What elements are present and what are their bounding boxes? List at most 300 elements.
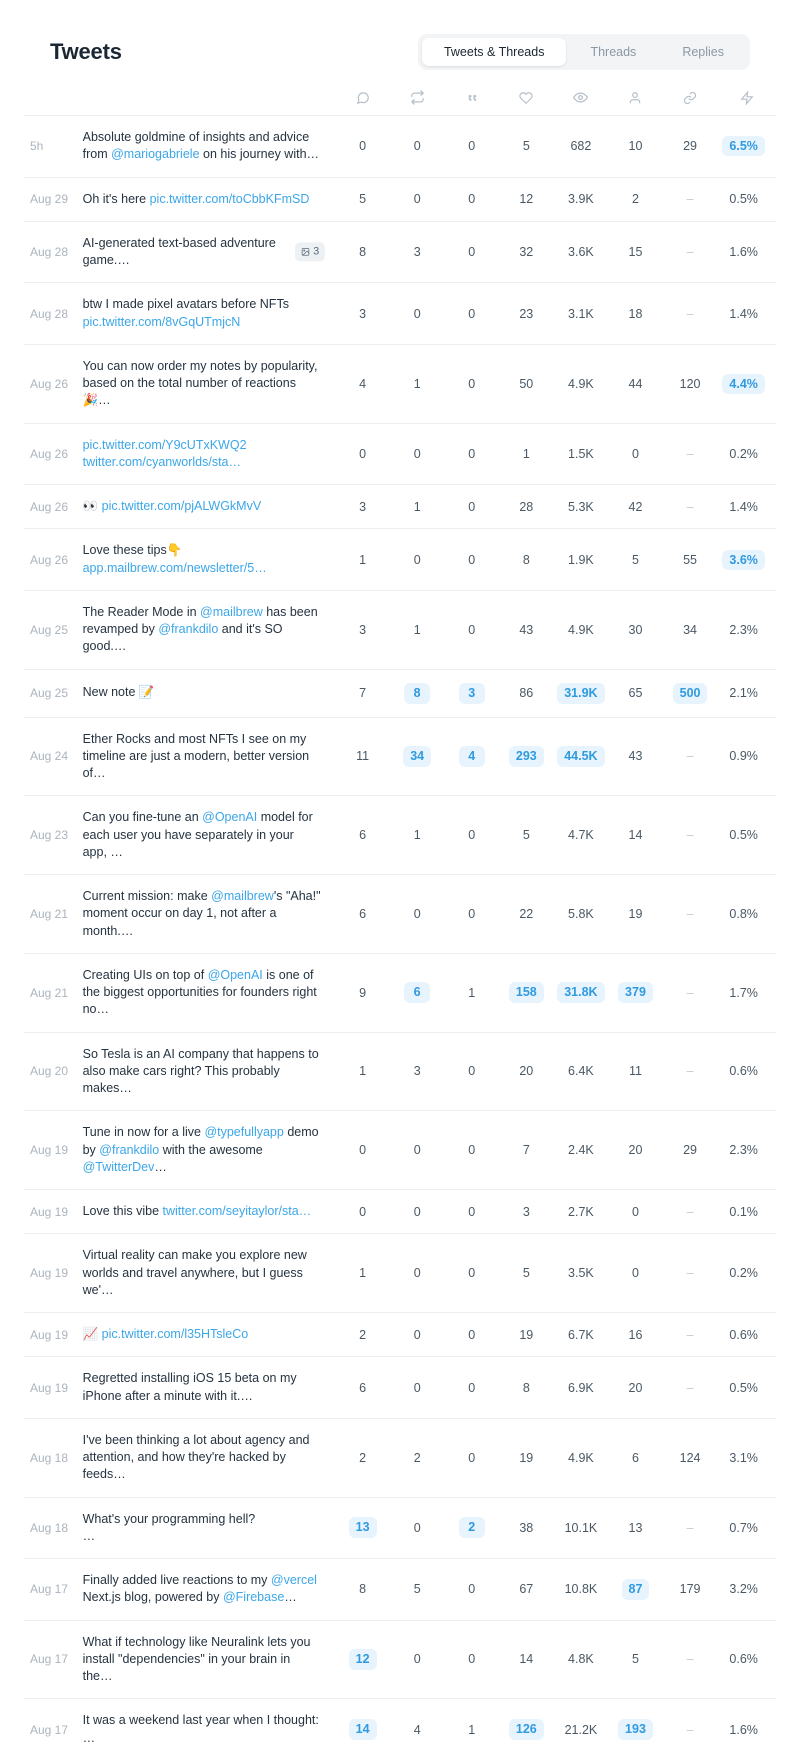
cell-link-clicks [663, 796, 718, 875]
cell-replies [335, 1497, 390, 1559]
cell-impressions: 1.9K [568, 552, 594, 567]
cell-engagement-rate: 0.5% [729, 1380, 758, 1395]
retweets-highlight: 8 [404, 683, 430, 704]
row-tweet-text[interactable] [83, 177, 336, 221]
row-tweet-text[interactable] [83, 717, 336, 796]
cell-replies: 7 [359, 686, 367, 700]
cell-likes: 38 [519, 1520, 534, 1535]
cell-profile-clicks: 19 [628, 906, 643, 921]
url-link[interactable]: twitter.com/seyitaylor/sta… [162, 1204, 312, 1218]
cell-retweets: 0 [413, 139, 421, 154]
cell-quotes [444, 717, 499, 796]
row-tweet-text[interactable] [83, 1357, 336, 1419]
page-title: Tweets [50, 39, 122, 64]
table-row[interactable] [24, 1497, 776, 1559]
tweet-text-segment: Love these tips👇 [82, 543, 183, 558]
tab-tweets-and-threads[interactable]: Tweets & Threads [422, 38, 567, 66]
cell-profile-clicks: 16 [628, 1327, 643, 1342]
cell-retweets: 0 [413, 446, 421, 461]
url-link[interactable]: pic.twitter.com/toCbbKFmSD [149, 191, 310, 206]
row-tweet-text[interactable] [83, 423, 336, 485]
cell-impressions: 2.4K [568, 1143, 594, 1158]
link-clicks-empty: – [686, 985, 694, 1000]
table-row[interactable] [24, 485, 776, 529]
row-tweet-text[interactable] [83, 669, 336, 717]
cell-likes: 12 [519, 192, 534, 207]
cell-impressions: 3.9K [568, 192, 594, 207]
row-date: Aug 25 [30, 686, 69, 700]
table-row[interactable] [24, 177, 776, 221]
mention-link[interactable]: @mariogabriele [111, 147, 200, 162]
tweet-text-segment: Current mission: make [82, 889, 212, 903]
person-icon [608, 91, 663, 105]
table-row[interactable] [24, 796, 776, 875]
cell-link-clicks [663, 1357, 718, 1419]
profile-clicks-highlight: 193 [618, 1719, 653, 1740]
mention-link[interactable]: @TwitterDev [82, 1159, 155, 1174]
cell-likes: 32 [519, 245, 534, 259]
page-header [24, 0, 776, 86]
cell-replies: 0 [359, 1204, 367, 1219]
cell-impressions: 1.5K [568, 446, 594, 461]
row-date: Aug 17 [30, 1582, 69, 1597]
tweet-text-segment: has been revamped by [82, 604, 318, 636]
row-tweet-text[interactable] [83, 1032, 336, 1111]
cell-profile-clicks: 15 [628, 245, 643, 259]
cell-link-clicks [663, 177, 718, 221]
cell-impressions: 6.9K [568, 1380, 594, 1395]
row-tweet-text[interactable] [83, 344, 336, 423]
table-row[interactable] [24, 1234, 776, 1313]
mention-link[interactable]: @mailbrew [200, 604, 263, 619]
table-row[interactable] [24, 1418, 776, 1497]
cell-profile-clicks: 5 [632, 552, 639, 567]
cell-retweets: 0 [413, 1652, 421, 1667]
comment-icon [335, 91, 390, 105]
tab-replies[interactable]: Replies [682, 45, 724, 59]
tweet-text-segment: on his journey with… [199, 147, 320, 162]
cell-impressions: 6.4K [568, 1064, 594, 1079]
cell-link-clicks [663, 669, 718, 717]
cell-engagement-rate: 0.6% [729, 1327, 758, 1342]
cell-retweets: 4 [413, 1722, 421, 1737]
row-date: Aug 29 [30, 192, 69, 207]
tweet-text-segment: I've been thinking a lot about agency and attention, and how they're hacked by feeds… [82, 1432, 310, 1482]
tweet-text-segment: 👀 [82, 499, 102, 513]
cell-retweets: 3 [413, 245, 421, 259]
row-date: Aug 28 [30, 306, 69, 321]
cell-link-clicks: 29 [683, 139, 697, 154]
cell-likes: 7 [522, 1143, 530, 1158]
cell-likes: 5 [522, 828, 530, 843]
link-clicks-empty: – [686, 1204, 694, 1219]
tweet-text-segment: Can you fine-tune an [82, 810, 203, 825]
link-clicks-empty: – [686, 1520, 694, 1535]
cell-impressions: 4.9K [568, 1450, 594, 1465]
cell-link-clicks: 29 [683, 1143, 697, 1158]
cell-likes: 67 [519, 1582, 534, 1597]
cell-impressions: 4.9K [568, 622, 594, 637]
likes-highlight: 293 [509, 746, 544, 767]
row-date: Aug 23 [30, 828, 69, 843]
col-header-likes[interactable] [499, 86, 554, 116]
cell-quotes: 0 [468, 1582, 476, 1597]
cell-profile-clicks: 42 [628, 499, 643, 514]
col-header-profile-clicks[interactable] [608, 86, 663, 116]
cell-engagement-rate: 0.8% [729, 906, 758, 921]
row-tweet-text[interactable] [83, 1497, 336, 1559]
cell-quotes [444, 1497, 499, 1559]
row-tweet-text[interactable] [83, 1559, 336, 1621]
tweet-text-segment: Virtual reality can make you explore new worlds and travel anywhere, but I guess we'… [82, 1248, 307, 1297]
cell-link-clicks: 55 [683, 552, 697, 567]
row-tweet-text[interactable] [83, 221, 336, 283]
tweet-text-segment: Tune in now for a live [82, 1125, 205, 1140]
row-tweet-text[interactable] [83, 953, 336, 1032]
cell-retweets: 1 [413, 828, 421, 843]
cell-likes: 50 [519, 376, 534, 391]
cell-impressions: 4.8K [568, 1652, 594, 1667]
url-link[interactable]: pic.twitter.com/8vGqUTmjcN [82, 314, 241, 329]
table-row[interactable] [24, 1357, 776, 1419]
link-clicks-empty: – [686, 1652, 694, 1667]
row-tweet-text[interactable] [83, 1699, 336, 1760]
row-tweet-text[interactable] [83, 1234, 336, 1313]
cell-replies: 9 [359, 985, 367, 1000]
row-tweet-text[interactable] [83, 1418, 336, 1497]
col-header-retweets[interactable] [390, 86, 445, 116]
cell-likes: 14 [519, 1652, 534, 1667]
impressions-highlight: 44.5K [557, 746, 604, 767]
likes-highlight: 126 [509, 1719, 544, 1740]
cell-impressions: 21.2K [564, 1722, 598, 1737]
cell-replies: 2 [359, 1327, 367, 1342]
cell-engagement-rate: 0.5% [729, 828, 758, 843]
impressions-highlight: 31.8K [557, 982, 604, 1003]
cell-replies: 0 [359, 446, 367, 461]
row-date: Aug 21 [30, 985, 69, 1000]
cell-quotes: 0 [468, 1652, 476, 1667]
link-clicks-empty: – [686, 499, 694, 514]
cell-retweets: 0 [413, 1327, 421, 1342]
row-date: Aug 25 [30, 622, 69, 637]
link-clicks-empty: – [686, 192, 694, 207]
cell-profile-clicks [608, 1559, 663, 1621]
cell-replies: 8 [359, 1582, 367, 1597]
url-link[interactable]: twitter.com/cyanworlds/sta… [82, 454, 241, 469]
tweet-text-segment: What if technology like Neuralink lets you install "dependencies" in your brain in the… [82, 1634, 311, 1683]
cell-engagement-rate: 0.6% [729, 1652, 758, 1667]
url-link[interactable]: app.mailbrew.com/newsletter/5… [82, 560, 267, 575]
cell-engagement-rate [717, 116, 776, 178]
table-row[interactable] [24, 1620, 776, 1699]
row-date: Aug 19 [30, 1266, 69, 1281]
cell-likes: 8 [522, 1380, 530, 1395]
mention-link[interactable]: @OpenAI [207, 967, 263, 982]
tweet-text-segment: demo by [82, 1125, 319, 1157]
retweet-icon [390, 90, 445, 105]
row-tweet-text[interactable] [83, 590, 336, 669]
cell-link-clicks [663, 717, 718, 796]
cell-retweets: 0 [413, 306, 421, 321]
cell-link-clicks [663, 1620, 718, 1699]
cell-engagement-rate: 2.1% [729, 686, 758, 700]
cell-link-clicks [663, 1190, 718, 1234]
cell-profile-clicks: 5 [632, 1652, 639, 1667]
cell-quotes: 0 [468, 828, 476, 843]
cell-retweets: 0 [413, 1143, 421, 1158]
row-tweet-text[interactable] [83, 1190, 336, 1234]
cell-link-clicks [663, 875, 718, 954]
row-date: Aug 17 [30, 1722, 69, 1737]
table-row[interactable] [24, 221, 776, 283]
cell-profile-clicks: 43 [628, 749, 643, 764]
cell-engagement-rate: 0.1% [729, 1204, 758, 1219]
table-row[interactable] [24, 875, 776, 954]
cell-replies: 11 [356, 749, 370, 764]
cell-quotes: 0 [468, 1266, 476, 1281]
cell-quotes: 0 [468, 376, 476, 391]
table-row[interactable] [24, 116, 776, 178]
url-link[interactable]: pic.twitter.com/pjALWGkMvV [101, 499, 262, 513]
mention-link[interactable]: @OpenAI [202, 810, 258, 825]
cell-likes: 5 [522, 139, 530, 154]
cell-impressions: 3.5K [568, 1266, 594, 1281]
link-clicks-empty: – [686, 1327, 694, 1342]
mention-link[interactable]: @typefullyapp [204, 1125, 284, 1140]
table-row[interactable] [24, 1559, 776, 1621]
row-tweet-text[interactable] [83, 283, 336, 345]
tweet-text-segment: Next.js blog, powered by [82, 1590, 223, 1605]
table-row[interactable] [24, 669, 776, 717]
cell-profile-clicks: 0 [632, 1204, 639, 1219]
cell-likes [499, 953, 554, 1032]
mention-link[interactable]: @frankdilo [158, 622, 219, 636]
table-row[interactable] [24, 1699, 776, 1760]
cell-engagement-rate: 0.6% [729, 1064, 758, 1079]
cell-link-clicks [663, 1699, 718, 1760]
cell-retweets: 1 [413, 499, 421, 514]
quotes-highlight: 2 [459, 1517, 485, 1538]
cell-quotes: 0 [468, 906, 476, 921]
likes-highlight: 158 [509, 982, 544, 1003]
cell-profile-clicks [608, 1699, 663, 1760]
col-header-quotes[interactable] [444, 86, 499, 116]
tweet-text-segment: Oh it's here [82, 191, 150, 206]
cell-link-clicks: 34 [683, 622, 697, 637]
cell-link-clicks [663, 423, 718, 485]
cell-profile-clicks: 30 [628, 622, 643, 637]
url-link[interactable]: pic.twitter.com/Y9cUTxKWQ2 [82, 437, 247, 452]
cell-profile-clicks: 0 [632, 1266, 639, 1281]
tweet-text-segment: Love this vibe [82, 1204, 163, 1218]
col-header-engagement-rate[interactable] [717, 86, 776, 116]
cell-quotes: 0 [468, 139, 476, 154]
cell-impressions: 5.8K [568, 906, 594, 921]
mention-link[interactable]: @Firebase [222, 1590, 285, 1605]
cell-impressions: 682 [570, 139, 592, 154]
link-clicks-empty: – [686, 1266, 694, 1281]
replies-highlight: 13 [349, 1517, 377, 1538]
table-row[interactable] [24, 344, 776, 423]
row-tweet-text[interactable] [83, 1111, 336, 1190]
eye-icon [554, 90, 609, 105]
tweet-text-segment: AI-generated text-based adventure game.… [82, 235, 276, 267]
cell-impressions: 6.7K [568, 1327, 594, 1342]
cell-retweets [390, 953, 445, 1032]
cell-engagement-rate: 1.4% [729, 306, 758, 321]
row-date: Aug 19 [30, 1380, 69, 1395]
cell-engagement-rate: 1.7% [729, 985, 758, 1000]
cell-impressions: 3.1K [568, 306, 594, 321]
mention-link[interactable]: @vercel [270, 1573, 317, 1587]
col-header-impressions[interactable] [554, 86, 609, 116]
row-tweet-text[interactable] [83, 875, 336, 954]
table-row[interactable] [24, 1313, 776, 1357]
col-header-link-clicks[interactable] [663, 86, 718, 116]
row-date: Aug 26 [30, 499, 69, 514]
table-row[interactable] [24, 1111, 776, 1190]
row-date: Aug 20 [30, 1064, 69, 1079]
tweet-text-segment: So Tesla is an AI company that happens to also make cars right? This probably makes… [82, 1046, 319, 1095]
row-tweet-text[interactable] [83, 485, 336, 529]
replies-highlight: 12 [349, 1649, 377, 1670]
engagement-rate-highlight: 6.5% [722, 136, 765, 156]
tweet-text-segment: Finally added live reactions to my [82, 1573, 271, 1587]
table-row[interactable] [24, 1032, 776, 1111]
cell-replies [335, 1699, 390, 1760]
row-tweet-text[interactable] [83, 1313, 336, 1357]
cell-quotes: 0 [468, 1450, 476, 1465]
row-date: Aug 19 [30, 1143, 69, 1158]
bolt-icon [717, 91, 776, 105]
cell-profile-clicks: 13 [628, 1520, 643, 1535]
col-header-replies[interactable] [335, 86, 390, 116]
cell-likes [499, 1699, 554, 1760]
cell-quotes: 0 [468, 1143, 476, 1158]
image-count-label: 3 [313, 245, 320, 258]
cell-engagement-rate: 0.5% [729, 192, 758, 207]
mention-link[interactable]: @mailbrew [211, 889, 274, 903]
cell-profile-clicks: 65 [628, 686, 643, 700]
table-row[interactable] [24, 953, 776, 1032]
cell-replies: 3 [359, 499, 367, 514]
mention-link[interactable]: @frankdilo [99, 1142, 160, 1157]
cell-profile-clicks: 10 [628, 139, 643, 154]
cell-impressions: 4.9K [568, 376, 594, 391]
cell-link-clicks [663, 1234, 718, 1313]
cell-engagement-rate: 3.1% [729, 1450, 758, 1465]
tweet-text-segment: Absolute goldmine of insights and advice from [82, 130, 310, 162]
row-date: Aug 24 [30, 749, 69, 764]
cell-engagement-rate: 0.9% [729, 749, 758, 764]
cell-quotes: 0 [468, 1064, 476, 1079]
cell-engagement-rate [717, 344, 776, 423]
tweet-text-segment: … [154, 1159, 167, 1174]
cell-engagement-rate: 1.6% [729, 245, 758, 259]
url-link[interactable]: pic.twitter.com/l35HTsleCo [101, 1327, 249, 1341]
col-header-tweet [83, 86, 336, 116]
table-row[interactable] [24, 1190, 776, 1234]
cell-link-clicks [663, 1032, 718, 1111]
cell-engagement-rate [717, 529, 776, 591]
row-tweet-text[interactable] [83, 1620, 336, 1699]
cell-quotes: 0 [468, 499, 476, 514]
cell-link-clicks [663, 1497, 718, 1559]
cell-likes: 1 [522, 446, 530, 461]
cell-retweets: 1 [413, 376, 421, 391]
row-tweet-text[interactable] [83, 796, 336, 875]
cell-retweets: 5 [413, 1582, 421, 1597]
cell-retweets [390, 669, 445, 717]
cell-replies: 0 [359, 139, 367, 154]
engagement-rate-highlight: 4.4% [722, 374, 765, 394]
tweet-text-segment: 's "Aha!" moment occur on day 1, not after a month.… [82, 889, 321, 938]
link-icon [663, 91, 718, 105]
cell-likes: 3 [522, 1204, 530, 1219]
tweet-text-segment: and it's SO good.… [82, 622, 283, 654]
cell-retweets: 0 [413, 1520, 421, 1535]
cell-quotes: 0 [468, 306, 476, 321]
cell-engagement-rate: 2.3% [729, 622, 758, 637]
cell-quotes: 0 [468, 245, 476, 259]
row-date: Aug 18 [30, 1450, 69, 1465]
cell-retweets: 1 [413, 622, 421, 637]
cell-retweets: 2 [413, 1450, 421, 1465]
replies-highlight: 14 [349, 1719, 377, 1740]
engagement-rate-highlight: 3.6% [722, 550, 765, 570]
cell-replies: 5 [359, 192, 367, 207]
link-clicks-empty: – [686, 1722, 694, 1737]
cell-engagement-rate: 0.2% [729, 446, 758, 461]
row-tweet-text[interactable] [83, 529, 336, 591]
cell-link-clicks [663, 485, 718, 529]
link-clicks-empty: – [686, 1064, 694, 1079]
cell-profile-clicks: 11 [628, 1064, 642, 1079]
table-row[interactable] [24, 590, 776, 669]
row-tweet-text[interactable] [83, 116, 336, 178]
cell-quotes: 0 [468, 552, 476, 567]
cell-profile-clicks: 20 [628, 1380, 643, 1395]
cell-link-clicks [663, 283, 718, 345]
table-row[interactable] [24, 529, 776, 591]
cell-profile-clicks: 18 [628, 306, 643, 321]
cell-impressions: 2.7K [568, 1204, 594, 1219]
tweets-table [24, 86, 776, 1760]
cell-impressions: 3.6K [568, 245, 594, 259]
tweet-text-segment: … [82, 1528, 96, 1543]
view-filter-tabs[interactable] [418, 34, 750, 70]
quotes-highlight: 4 [459, 746, 485, 767]
table-row[interactable] [24, 717, 776, 796]
table-row[interactable] [24, 423, 776, 485]
cell-replies: 2 [359, 1450, 367, 1465]
cell-profile-clicks: 14 [628, 828, 643, 843]
cell-replies: 3 [359, 306, 367, 321]
link-clicks-empty: – [686, 306, 694, 321]
cell-engagement-rate: 0.7% [729, 1520, 758, 1535]
row-date: Aug 26 [30, 552, 69, 567]
table-row[interactable] [24, 283, 776, 345]
cell-likes: 19 [519, 1327, 534, 1342]
cell-engagement-rate: 0.2% [729, 1266, 758, 1281]
row-date: Aug 17 [30, 1652, 69, 1667]
tweet-text-segment: … [82, 1730, 96, 1745]
tab-threads[interactable]: Threads [590, 45, 637, 59]
cell-quotes [444, 669, 499, 717]
cell-quotes: 0 [468, 446, 476, 461]
cell-likes: 20 [519, 1064, 534, 1079]
